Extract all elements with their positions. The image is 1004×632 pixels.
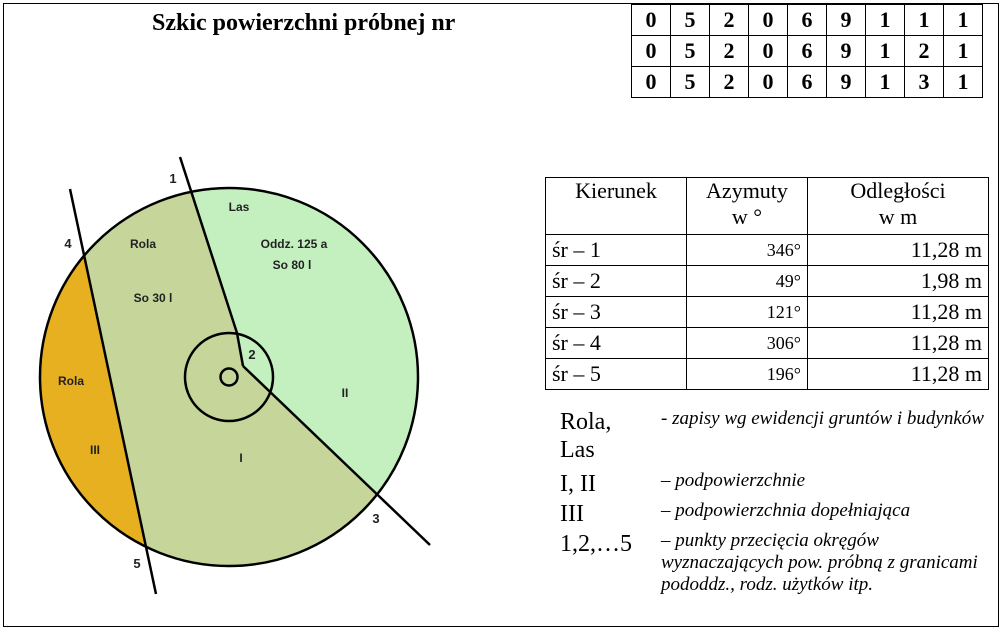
legend-key: I, II [560, 471, 596, 497]
digit-cell: 3 [905, 67, 944, 98]
table-row [546, 328, 989, 359]
point-label-2: 2 [248, 347, 256, 362]
digit-cell: 2 [710, 67, 749, 98]
distance-cell: 1,98 m [808, 266, 989, 297]
direction-cell: śr – 4 [546, 328, 687, 359]
digit-cell: 5 [671, 5, 710, 36]
header-distance: Odległości w m [808, 178, 989, 235]
label-so80: So 80 l [272, 258, 312, 272]
digit-cell: 1 [944, 36, 983, 67]
table-row [546, 359, 989, 390]
direction-cell: śr – 1 [546, 235, 687, 266]
azimuth-cell: 121° [687, 297, 808, 328]
legend-desc: – punkty przecięcia okręgów wyznaczających pow. próbną z granicami pododdz., rodz. użytków itp. [661, 530, 978, 595]
distance-cell: 11,28 m [808, 328, 989, 359]
digit-cell: 2 [710, 5, 749, 36]
point-label-1: 1 [169, 171, 177, 186]
digit-cell: 5 [671, 36, 710, 67]
point-label-4: 4 [64, 236, 72, 251]
label-so30: So 30 l [133, 291, 173, 305]
header-azimuth: Azymuty w ° [687, 178, 808, 235]
digit-cell: 6 [788, 36, 827, 67]
digit-cell: 0 [749, 67, 788, 98]
plot-number-row [632, 5, 983, 36]
plot-number-row [632, 67, 983, 98]
azimuth-table-header [546, 178, 989, 235]
label-oddz: Oddz. 125 a [260, 237, 328, 251]
distance-cell: 11,28 m [808, 297, 989, 328]
azimuth-cell: 196° [687, 359, 808, 390]
label-las: Las [228, 200, 250, 214]
point-label-3: 3 [372, 511, 380, 526]
legend-item [560, 530, 990, 620]
direction-cell: śr – 2 [546, 266, 687, 297]
digit-cell: 1 [866, 67, 905, 98]
legend-desc: – podpowierzchnia dopełniająca [661, 500, 911, 521]
legend-key: Rola, Las [560, 409, 612, 463]
digit-cell: 0 [749, 36, 788, 67]
plot-number-row [632, 36, 983, 67]
legend-item [560, 408, 990, 470]
table-row [546, 297, 989, 328]
plot-number-table [631, 4, 983, 98]
digit-cell: 9 [827, 36, 866, 67]
digit-cell: 6 [788, 67, 827, 98]
digit-cell: 1 [905, 5, 944, 36]
digit-cell: 1 [944, 67, 983, 98]
label-subplot-II: II [341, 386, 349, 400]
digit-cell: 2 [710, 36, 749, 67]
digit-cell: 0 [632, 5, 671, 36]
digit-cell: 1 [944, 5, 983, 36]
digit-cell: 1 [866, 5, 905, 36]
label-rola-left: Rola [57, 374, 85, 388]
digit-cell: 0 [749, 5, 788, 36]
azimuth-table [545, 177, 989, 390]
label-subplot-III: III [89, 443, 101, 457]
digit-cell: 2 [905, 36, 944, 67]
azimuth-cell: 346° [687, 235, 808, 266]
distance-cell: 11,28 m [808, 359, 989, 390]
label-subplot-I: I [239, 451, 243, 465]
direction-cell: śr – 5 [546, 359, 687, 390]
digit-cell: 9 [827, 5, 866, 36]
digit-cell: 1 [866, 36, 905, 67]
digit-cell: 5 [671, 67, 710, 98]
page-title: Szkic powierzchni próbnej nr [152, 10, 456, 36]
digit-cell: 0 [632, 67, 671, 98]
distance-cell: 11,28 m [808, 235, 989, 266]
azimuth-cell: 49° [687, 266, 808, 297]
legend-key: 1,2,…5 [560, 531, 632, 557]
label-rola-top: Rola [129, 237, 157, 251]
legend-desc: – podpowierzchnie [661, 470, 806, 491]
direction-cell: śr – 3 [546, 297, 687, 328]
digit-cell: 9 [827, 67, 866, 98]
digit-cell: 0 [632, 36, 671, 67]
legend-item [560, 470, 990, 500]
table-row [546, 235, 989, 266]
legend-desc: - zapisy wg ewidencji gruntów i budynków [661, 408, 984, 429]
legend [560, 408, 990, 620]
point-label-5: 5 [133, 556, 141, 571]
azimuth-cell: 306° [687, 328, 808, 359]
header-direction: Kierunek [546, 178, 687, 235]
digit-cell: 6 [788, 5, 827, 36]
table-row [546, 266, 989, 297]
legend-key: III [560, 501, 584, 527]
legend-item [560, 500, 990, 530]
